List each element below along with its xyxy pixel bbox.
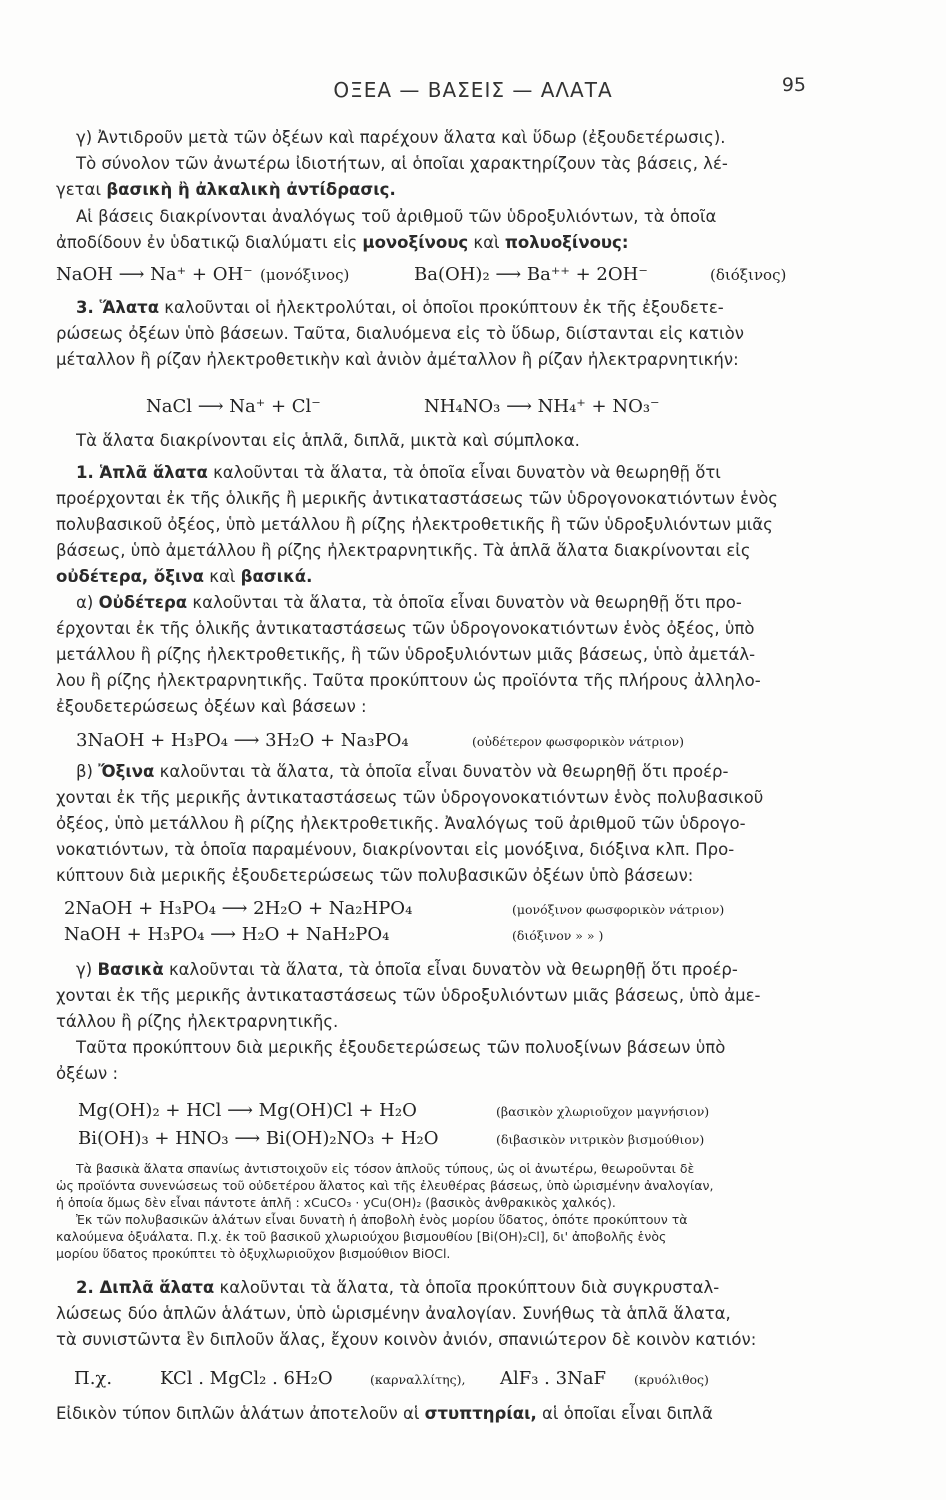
equation-basic-bi-salt: Bi(OH)₃ + HNO₃ ⟶ Bi(OH)₂NO₃ + H₂O xyxy=(78,1128,439,1149)
text-line: μετάλλου ἢ ρίζης ἠλεκτροθετικῆς, ἢ τῶν ὑδροξυλιόντων μιᾶς βάσεως, ὑπὸ ἀμετάλ- xyxy=(56,645,756,664)
formula-cryolite: AlF₃ . 3NaF xyxy=(500,1368,607,1389)
footnote-line: καλούμενα ὀξυάλατα. Π.χ. ἐκ τοῦ βασικοῦ χλωριούχου βισμουθίου [Bi(OH)₂Cl], δι' ἀποβολῆς ἑνὸς xyxy=(56,1229,667,1244)
text-line: α) Οὐδέτερα καλοῦνται τὰ ἅλατα, τὰ ὁποῖα εἶναι δυνατὸν νὰ θεωρηθῇ ὅτι προ- xyxy=(76,593,742,612)
text-line: χονται ἐκ τῆς μερικῆς ἀντικαταστάσεως τῶν ὑδροξυλιόντων μιᾶς βάσεως, ὑπὸ ἀμε- xyxy=(56,986,761,1005)
equation-label: (διόξινος) xyxy=(710,266,787,284)
text-line: βάσεως, ὑπὸ ἀμετάλλου ἢ ρίζης ἠλεκτραρνητικῆς. Τὰ ἁπλᾶ ἅλατα διακρίνονται εἰς xyxy=(56,541,751,560)
footnote-line: μορίου ὕδατος προκύπτει τὸ ὀξυχλωριοῦχον βισμούθιον BiOCl. xyxy=(56,1246,451,1261)
text-line: μέταλλον ἢ ρίζαν ἠλεκτροθετικὴν καὶ ἀνιὸν ἀμέταλλον ἢ ρίζαν ἠλεκτραρνητικήν: xyxy=(56,350,739,369)
text-line: ρώσεως ὀξέων ὑπὸ βάσεων. Ταῦτα, διαλυόμενα εἰς τὸ ὕδωρ, διίστανται εἰς κατιὸν xyxy=(56,324,744,343)
text-line: ὀξέων : xyxy=(56,1064,119,1083)
formula-label: (καρναλλίτης), xyxy=(370,1372,466,1387)
text-line: νοκατιόντων, τὰ ὁποῖα παραμένουν, διακρίνονται εἰς μονόξινα, διόξινα κλπ. Προ- xyxy=(56,840,735,859)
equation-nacl-dissociation: NaCl ⟶ Na⁺ + Cl⁻ xyxy=(146,396,321,417)
equation-baoh2-dissociation: Ba(OH)₂ ⟶ Ba⁺⁺ + 2OH⁻ xyxy=(414,264,648,285)
text-line: Ταῦτα προκύπτουν διὰ μερικῆς ἐξουδετερώσεως τῶν πολυοξίνων βάσεων ὑπὸ xyxy=(76,1038,726,1057)
text-line: ἀποδίδουν ἐν ὑδατικῷ διαλύματι εἰς μονοξίνους καὶ πολυοξίνους: xyxy=(56,233,629,252)
text-line: γ) Βασικὰ καλοῦνται τὰ ἅλατα, τὰ ὁποῖα εἶναι δυνατὸν νὰ θεωρηθῇ ὅτι προέρ- xyxy=(76,960,738,979)
text-line: οὐδέτερα, ὄξινα καὶ βασικά. xyxy=(56,567,313,586)
text-line: ὀξέος, ὑπὸ μετάλλου ἢ ρίζης ἠλεκτροθετικῆς. Ἀναλόγως τοῦ ἀριθμοῦ τῶν ὑδρογο- xyxy=(56,814,746,833)
text-line: Τὰ ἅλατα διακρίνονται εἰς ἁπλᾶ, διπλᾶ, μικτὰ καὶ σύμπλοκα. xyxy=(76,431,580,450)
text-line: β) Ὄξινα καλοῦνται τὰ ἅλατα, τὰ ὁποῖα εἶναι δυνατὸν νὰ θεωρηθῇ ὅτι προέρ- xyxy=(76,762,729,781)
text-line: γεται βασικὴ ἢ ἀλκαλικὴ ἀντίδρασις. xyxy=(56,180,396,199)
text-line: Αἱ βάσεις διακρίνονται ἀναλόγως τοῦ ἀριθμοῦ τῶν ὑδροξυλιόντων, τὰ ὁποῖα xyxy=(76,207,717,226)
footnote-line: ἡ ὁποία ὅμως δὲν εἶναι πάντοτε ἁπλῆ : xCuCO₃ · yCu(OH)₂ (βασικὸς ἀνθρακικὸς χαλκός). xyxy=(56,1195,616,1210)
example-label: Π.χ. xyxy=(74,1368,113,1389)
footnote-line: Τὰ βασικὰ ἅλατα σπανίως ἀντιστοιχοῦν εἰς τόσον ἁπλοῦς τύπους, ὡς οἱ ἀνωτέρω, θεωροῦνται δὲ xyxy=(76,1161,695,1176)
text-line: κύπτουν διὰ μερικῆς ἐξουδετερώσεως τῶν πολυβασικῶν ὀξέων ὑπὸ βάσεων: xyxy=(56,866,694,885)
equation-diacid-salt: NaOH + H₃PO₄ ⟶ H₂O + NaH₂PO₄ xyxy=(64,924,390,945)
text-line: γ) Ἀντιδροῦν μετὰ τῶν ὀξέων καὶ παρέχουν ἅλατα καὶ ὕδωρ (ἐξουδετέρωσις). xyxy=(76,128,726,147)
text-line: 3. Ἅλατα καλοῦνται οἱ ἠλεκτρολύται, οἱ ὁποῖοι προκύπτουν ἐκ τῆς ἐξουδετε- xyxy=(76,298,724,317)
page-header-title: ΟΞΕΑ — ΒΑΣΕΙΣ — ΑΛΑΤΑ xyxy=(333,78,613,102)
text-line: 2. Διπλᾶ ἅλατα καλοῦνται τὰ ἅλατα, τὰ ὁποῖα προκύπτουν διὰ συγκρυσταλ- xyxy=(76,1278,720,1297)
text-line: ἐξουδετερώσεως ὀξέων καὶ βάσεων : xyxy=(56,697,367,716)
footnote-line: ὡς προϊόντα συνενώσεως τοῦ οὐδετέρου ἅλατος καὶ τῆς ἐλευθέρας βάσεως, ὑπὸ ὡρισμένην ἀναλογίαν, xyxy=(56,1178,714,1193)
equation-nh4no3-dissociation: NH₄NO₃ ⟶ NH₄⁺ + NO₃⁻ xyxy=(424,396,660,417)
text-line: 1. Ἁπλᾶ ἅλατα καλοῦνται τὰ ἅλατα, τὰ ὁποῖα εἶναι δυνατὸν νὰ θεωρηθῇ ὅτι xyxy=(76,463,721,482)
equation-label: (διόξινον » » ) xyxy=(512,928,604,943)
text-line: χονται ἐκ τῆς μερικῆς ἀντικαταστάσεως τῶν ὑδρογονοκατιόντων ἑνὸς πολυβασικοῦ xyxy=(56,788,764,807)
text-line: έρχονται ἐκ τῆς ὁλικῆς ἀντικαταστάσεως τῶν ὑδρογονοκατιόντων ἑνὸς ὀξέος, ὑπὸ xyxy=(56,619,755,638)
equation-label: (βασικὸν χλωριοῦχον μαγνήσιον) xyxy=(496,1104,710,1119)
footnote-line: Ἐκ τῶν πολυβασικῶν ἁλάτων εἶναι δυνατὴ ἡ ἀποβολὴ ἑνὸς μορίου ὕδατος, ὁπότε προκύπτουν τὰ xyxy=(76,1212,688,1227)
text-line: Εἰδικὸν τύπον διπλῶν ἁλάτων ἀποτελοῦν αἱ στυπτηρίαι, αἱ ὁποῖαι εἶναι διπλᾶ xyxy=(56,1404,713,1423)
formula-label: (κρυόλιθος) xyxy=(634,1372,709,1387)
page-number: 95 xyxy=(781,74,806,96)
equation-label: (διβασικὸν νιτρικὸν βισμούθιον) xyxy=(496,1132,705,1147)
text-line: λώσεως δύο ἁπλῶν ἁλάτων, ὑπὸ ὡρισμένην ἀναλογίαν. Συνήθως τὰ ἁπλᾶ ἅλατα, xyxy=(56,1304,731,1323)
equation-label: (οὐδέτερον φωσφορικὸν νάτριον) xyxy=(472,734,684,749)
equation-basic-mg-salt: Mg(OH)₂ + HCl ⟶ Mg(OH)Cl + H₂O xyxy=(78,1100,417,1121)
equation-label: (μονόξινον φωσφορικὸν νάτριον) xyxy=(512,902,725,917)
equation-naoh-dissociation: NaOH ⟶ Na⁺ + OH⁻ xyxy=(56,264,253,285)
formula-carnallite: KCl . MgCl₂ . 6H₂O xyxy=(160,1368,333,1389)
text-line: προέρχονται ἐκ τῆς ὁλικῆς ἢ μερικῆς ἀντικαταστάσεως τῶν ὑδρογονοκατιόντων ἑνὸς xyxy=(56,489,778,508)
equation-neutralization: 3NaOH + H₃PO₄ ⟶ 3H₂O + Na₃PO₄ xyxy=(76,730,409,751)
equation-monoacid-salt: 2NaOH + H₃PO₄ ⟶ 2H₂O + Na₂HPO₄ xyxy=(64,898,413,919)
text-line: Τὸ σύνολον τῶν ἀνωτέρω ἰδιοτήτων, αἱ ὁποῖαι χαρακτηρίζουν τὰς βάσεις, λέ- xyxy=(76,154,728,173)
text-line: λου ἢ ρίζης ἠλεκτραρνητικῆς. Ταῦτα προκύπτουν ὡς προϊόντα τῆς πλήρους ἀλληλο- xyxy=(56,671,761,690)
text-line: τὰ συνιστῶντα ἓν διπλοῦν ἅλας, ἔχουν κοινὸν ἀνιόν, σπανιώτερον δὲ κοινὸν κατιόν: xyxy=(56,1330,757,1349)
text-line: τάλλου ἢ ρίζης ἠλεκτραρνητικῆς. xyxy=(56,1012,339,1031)
text-line: πολυβασικοῦ ὀξέος, ὑπὸ μετάλλου ἢ ρίζης ἠλεκτροθετικῆς ἢ τῶν ὑδροξυλιόντων μιᾶς xyxy=(56,515,773,534)
equation-label: (μονόξινος) xyxy=(260,266,350,284)
